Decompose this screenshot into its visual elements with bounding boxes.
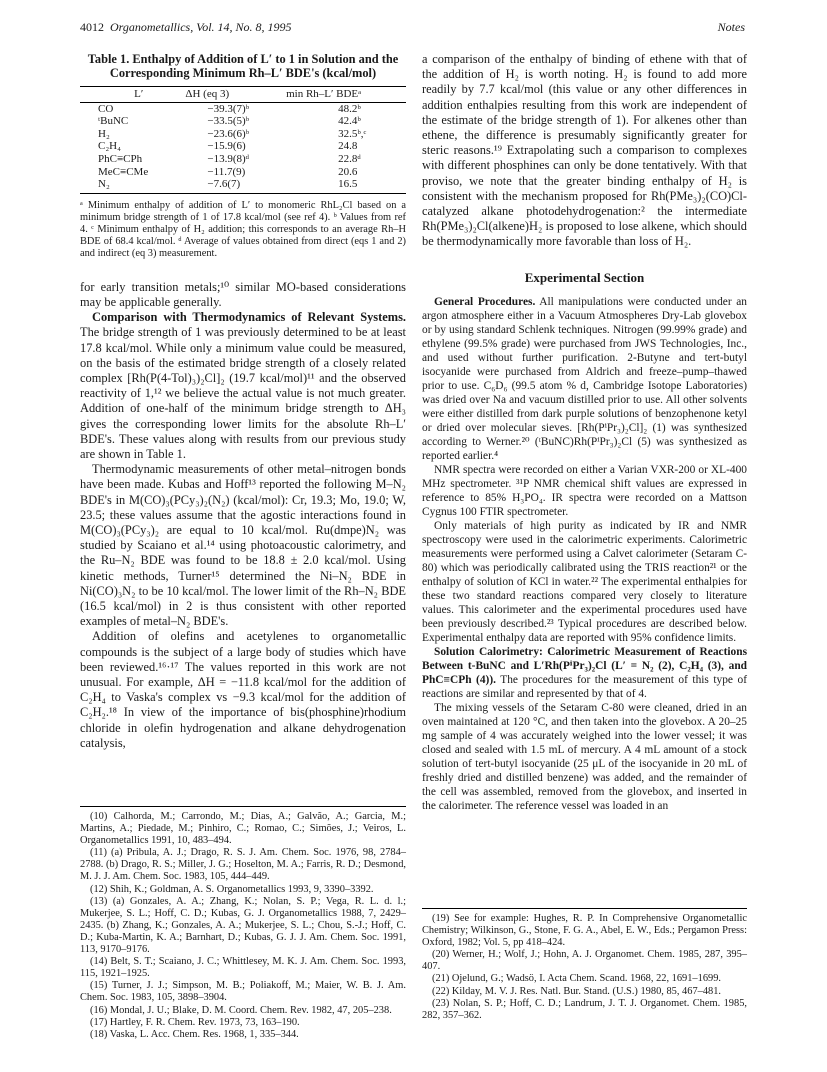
table-cell: −7.6(7) — [181, 178, 282, 193]
table-cell: MeC≡CMe — [98, 165, 149, 178]
footnote: (15) Turner, J. J.; Simpson, M. B.; Poliakoff, M.; Maier, W. B. J. Am. Chem. Soc. 1983, 105, 3898–3904. — [80, 980, 406, 1004]
footnote: (19) See for example: Hughes, R. P. In Comprehensive Organometallic Chemistry; Wilkinson, G., Stone, F. G. A., Abel, E. W., Eds.; Pergamon Press: Oxford, 1982; Vol. 5, pp 418–424. — [422, 913, 747, 949]
table-cell: 24.8 — [338, 140, 358, 153]
table-header-bde: min Rh–L′ BDEᵃ — [282, 87, 406, 103]
journal-citation: Organometallics, Vol. 14, No. 8, 1995 — [110, 20, 292, 34]
table-row — [80, 178, 406, 193]
section-label: Notes — [717, 20, 745, 34]
table-cell: N₂ — [80, 178, 181, 193]
footnote: (23) Nolan, S. P.; Hoff, C. D.; Landrum, J. T. J. Organomet. Chem. 1985, 282, 357–362. — [422, 997, 747, 1021]
paragraph-heading: Solution Calorimetry: Calorimetric Measurement of Reactions Between t-BuNC and L′Rh(PⁱPr₃)₂Cl (L′ = N₂ (2), C₂H₄ (3), and PhC≡CPh (4)). — [422, 645, 747, 686]
footnote: (12) Shih, K.; Goldman, A. S. Organometallics 1993, 9, 3390–3392. — [90, 883, 374, 895]
table-cell: H₂ — [98, 127, 110, 140]
footnote: (21) Ojelund, G.; Wadsö, I. Acta Chem. Scand. 1968, 22, 1691–1699. — [432, 973, 722, 985]
footnote: (22) Kilday, M. V. J. Res. Natl. Bur. Stand. (U.S.) 1980, 85, 467–481. — [432, 985, 722, 997]
body-paragraph: a comparison of the enthalpy of binding of ethene with that of the addition of H₂ is worth noting. H₂ is found to add more readily by 7.7 kcal/mol (this value or any other differences in addition enthalpies resulting from this work are independent of the estimate of the bridge strength of 1). For alkenes other than ethene, the difference is presumably significantly greater for steric reasons.¹⁹ Extrapolating such a comparison to complexes with different phosphines can only be done tentatively. With that proviso, we note that the greater binding enthalpy of H₂ is consistent with the mechanism proposed for Rh(PMe₃)₂(CO)Cl-catalyzed alkane photodehydrogenation:² the intermediate Rh(PMe₃)₂Cl(alkene)H₂ is proposed to lose alkene, which should be thermodynamically more favorable than loss of H₂. — [422, 52, 747, 249]
table-cell: 16.5 — [282, 178, 406, 193]
footnote: (18) Vaska, L. Acc. Chem. Res. 1968, 1, 335–344. — [90, 1028, 299, 1040]
body-paragraph: Addition of olefins and acetylenes to organometallic compounds is the subject of a large body of studies which have been reviewed.¹⁶·¹⁷ The values reported in this work are not unusual. For example, ΔH = −11.8 kcal/mol for the addition of C₂H₄ to Vaska's complex vs −9.3 kcal/mol for the addition of C₂H₂.¹⁸ In view of the importance of bis(phosphine)rhodium chloride in olefin hydrogenation and alkane dehydrogenation catalysis, — [80, 629, 406, 750]
table-row — [80, 166, 406, 179]
body-paragraph: The mixing vessels of the Setaram C-80 were cleaned, dried in an oven maintained at 120 °C, and then taken into the glovebox. A 20–25 mg sample of 4 was accurately weighed into the lower vessel; it was closed and sealed with 1.5 mL of mercury. A 4 mL amount of a stock solution of tert-butyl isocyanide (25 μL of the isocyanide in 20 mL of freshly dried and distilled benzene) was added, and the remainder of the cell was assembled, removed from the glovebox, and inserted in the calorimeter. The reference vessel was loaded in an — [422, 701, 747, 812]
paragraph-heading: Comparison with Thermodynamics of Relevant Systems. — [92, 310, 406, 325]
table-cell: 48.2ᵇ — [338, 102, 361, 115]
table-row — [80, 128, 406, 141]
page-number: 4012 — [80, 20, 104, 34]
table-header-ligand: L′ — [80, 87, 181, 103]
footnote: (11) (a) Pribula, A. J.; Drago, R. S. J. Am. Chem. Soc. 1976, 98, 2784–2788. (b) Drago, R. S.; Miller, J. G.; Hoselton, M. A.; Farris, R. D.; Desmond, M. J. J. Am. Chem. Soc. 1983, 105, 444–449. — [80, 847, 406, 883]
footnote: (20) Werner, H.; Wolf, J.; Hohn, A. J. Organomet. Chem. 1985, 287, 395–407. — [422, 949, 747, 973]
table-cell: −33.5(5)ᵇ — [207, 115, 250, 128]
footnotes-left — [80, 806, 406, 1041]
table-cell: 42.4ᵇ — [338, 115, 361, 128]
table-row — [80, 153, 406, 166]
table-cell: −39.3(7)ᵇ — [207, 102, 250, 115]
table-cell: 20.6 — [338, 165, 358, 178]
table-cell: −15.9(6) — [207, 140, 246, 153]
table-header-row — [80, 87, 406, 103]
footnote: (13) (a) Gonzales, A. A.; Zhang, K.; Nolan, S. P.; Vega, R. L. d. l.; Mukerjee, S. L.; Hoff, C. D.; Kubas, G. J. Organometallics 1988, 7, 2429–2435. (b) Zhang, K.; Gonzales, A. A.; Mukerjee, S. L.; Chou, S.-J.; Hoff, C. D.; Kuba-Martin, K. A.; Barnhart, D.; Kubas, G. J. J. Am. Chem. Soc. 1991, 113, 9170–9176. — [80, 895, 406, 956]
table-caption: Table 1. Enthalpy of Addition of L′ to 1 in Solution and the Corresponding Minimum Rh–L′ BDE's (kcal/mol) — [87, 52, 399, 80]
body-paragraph — [80, 310, 406, 462]
table-row — [80, 140, 406, 153]
table-cell: −13.9(8)ᵈ — [207, 152, 250, 165]
footnote: (14) Belt, S. T.; Scaiano, J. C.; Whittlesey, M. K. J. Am. Chem. Soc. 1993, 115, 1921–1925. — [80, 956, 406, 980]
body-paragraph — [422, 295, 747, 463]
body-paragraph: Only materials of high purity as indicated by IR and NMR spectroscopy were used in the calorimetric experiments. Calorimetric measurements were performed using a Calvet calorimeter (Setaram C-80) which was periodically calibrated using the TRIS reaction²¹ or the enthalpy of solution of KCl in water.²² The experimental enthalpies for these two standard reactions compared very closely to literature values. This calorimeter and the experimental procedures used have been previously described.²³ Typical procedures are described below. Experimental enthalpy data are reported with 95% confidence limits. — [422, 519, 747, 644]
footnote: (10) Calhorda, M.; Carrondo, M.; Dias, A.; Galvão, A.; Garcia, M.; Martins, A.; Piedade, M.; Pinhiro, C.; Romao, C.; Simões, J.; Veiros, L. Organometallics 1991, 10, 483–494. — [80, 811, 406, 847]
table-cell: C₂H₄ — [98, 140, 121, 153]
enthalpy-table — [80, 86, 406, 194]
body-paragraph: Thermodynamic measurements of other metal–nitrogen bonds have been made. Kubas and Hoff¹³ reported the following M–N₂ BDE's in M(CO)₃(PCy₃)₂(N₂) (kcal/mol): Cr, 19.3; Mo, 19.0; W, 23.5; these values assume that the agostic interactions found in M(CO)₃(PCy₃)₂ are equal to 10 kcal/mol. Ru(dmpe)N₂ was studied by Scaiano et al.¹⁴ using photoacoustic calorimetry, and the Ru–N₂ BDE was found to be 18.8 ± 2.0 kcal/mol. Using kinetic methods, Turner¹⁵ determined the Ni–N₂ BDE in Ni(CO)₃N₂ to be 10 kcal/mol. The lower limit of the Rh–N₂ BDE (16.5 kcal/mol) in 2 is thus consistent with other reported examples of metal–N₂ BDE's. — [80, 462, 406, 629]
table-header-dh: ΔH (eq 3) — [181, 87, 282, 103]
footnote: (17) Hartley, F. R. Chem. Rev. 1973, 73, 163–190. — [90, 1016, 300, 1028]
table-cell: 32.5ᵇ,ᶜ — [338, 127, 367, 140]
footnotes-right — [422, 908, 747, 1022]
table-cell: PhC≡CPh — [98, 152, 143, 165]
body-paragraph: NMR spectra were recorded on either a Varian VXR-200 or XL-400 MHz spectrometer. ³¹P NMR chemical shift values are expressed in reference to 85% H₃PO₄. IR spectra were recorded on a Mattson Cygnus 100 FTIR spectrometer. — [422, 463, 747, 518]
body-paragraph: for early transition metals;¹⁰ similar MO-based considerations may be applicable generally. — [80, 279, 406, 309]
table-cell: −11.7(9) — [207, 165, 246, 178]
table-cell: ᵗBuNC — [98, 115, 129, 128]
table-cell: CO — [98, 102, 114, 115]
body-paragraph — [422, 645, 747, 701]
right-column — [422, 52, 747, 813]
section-heading: Experimental Section — [524, 269, 645, 285]
left-column — [80, 52, 406, 751]
page-header-left — [80, 20, 292, 35]
paragraph-text: The bridge strength of 1 was previously determined to be at least 17.8 kcal/mol. While only a minimum value could be measured, on the basis of the estimated bridge strength of a closely related complex [Rh(P(4-Tol)₃)₂Cl]₂ (19.7 kcal/mol)¹¹ and the observed reactivity of 1,¹² we believe the actual value is not much greater. Addition of one-half of the minimum bridge strength to ΔH₃ gives the corresponding lower limits for the absolute Rh–L′ BDE's. These values along with results from our previous study are shown in Table 1. — [80, 325, 406, 461]
table-row — [80, 115, 406, 128]
table-cell: 22.8ᵈ — [338, 152, 361, 165]
paragraph-text: The procedures for the measurement of this type of reactions are similar and represented by that of 4. — [422, 673, 747, 700]
running-head — [80, 20, 745, 38]
paragraph-heading: General Procedures. — [434, 295, 536, 308]
table-cell: −23.6(6)ᵇ — [207, 127, 250, 140]
paragraph-text: All manipulations were conducted under an argon atmosphere either in a Vacuum Atmospheres Dry-Lab glovebox or by using standard Schlenk techniques. Nitrogen (99.99% grade) and ethylene (99.5% grade) were purchased from JWS Technologies, Inc., and used without further purification. 2-Butyne and tert-butyl isocyanide were purchased from Aldrich and freeze–pump–thawed prior to use. C₆D₆ (99.5 atom % d, Cambridge Isotope Laboratories) was dried over Na and vacuum distilled prior to use. All other solvents were either distilled from dark purple solutions of benzophenone ketyl or dried over molecular sieves. [Rh(PⁱPr₃)₂Cl]₂ (1) was synthesized according to Werner.²⁰ (ᵗBuNC)Rh(PⁱPr₃)₂Cl (5) was synthesized as reported earlier.⁴ — [422, 295, 747, 462]
footnote: (16) Mondal, J. U.; Blake, D. M. Coord. Chem. Rev. 1982, 47, 205–238. — [90, 1004, 392, 1016]
table-row — [80, 102, 406, 115]
table-footnotes: ᵃ Minimum enthalpy of addition of L′ to monomeric RhL₂Cl based on a minimum bridge strength of 1 of 17.8 kcal/mol (see ref 4). ᵇ Values from ref 4. ᶜ Minimum enthalpy of H₂ addition; this corresponds to an average Rh–H BDE of 68.4 kcal/mol. ᵈ Average of values obtained from direct (eqs 1 and 2) and indirect (eq 3) measurement. — [80, 199, 406, 259]
